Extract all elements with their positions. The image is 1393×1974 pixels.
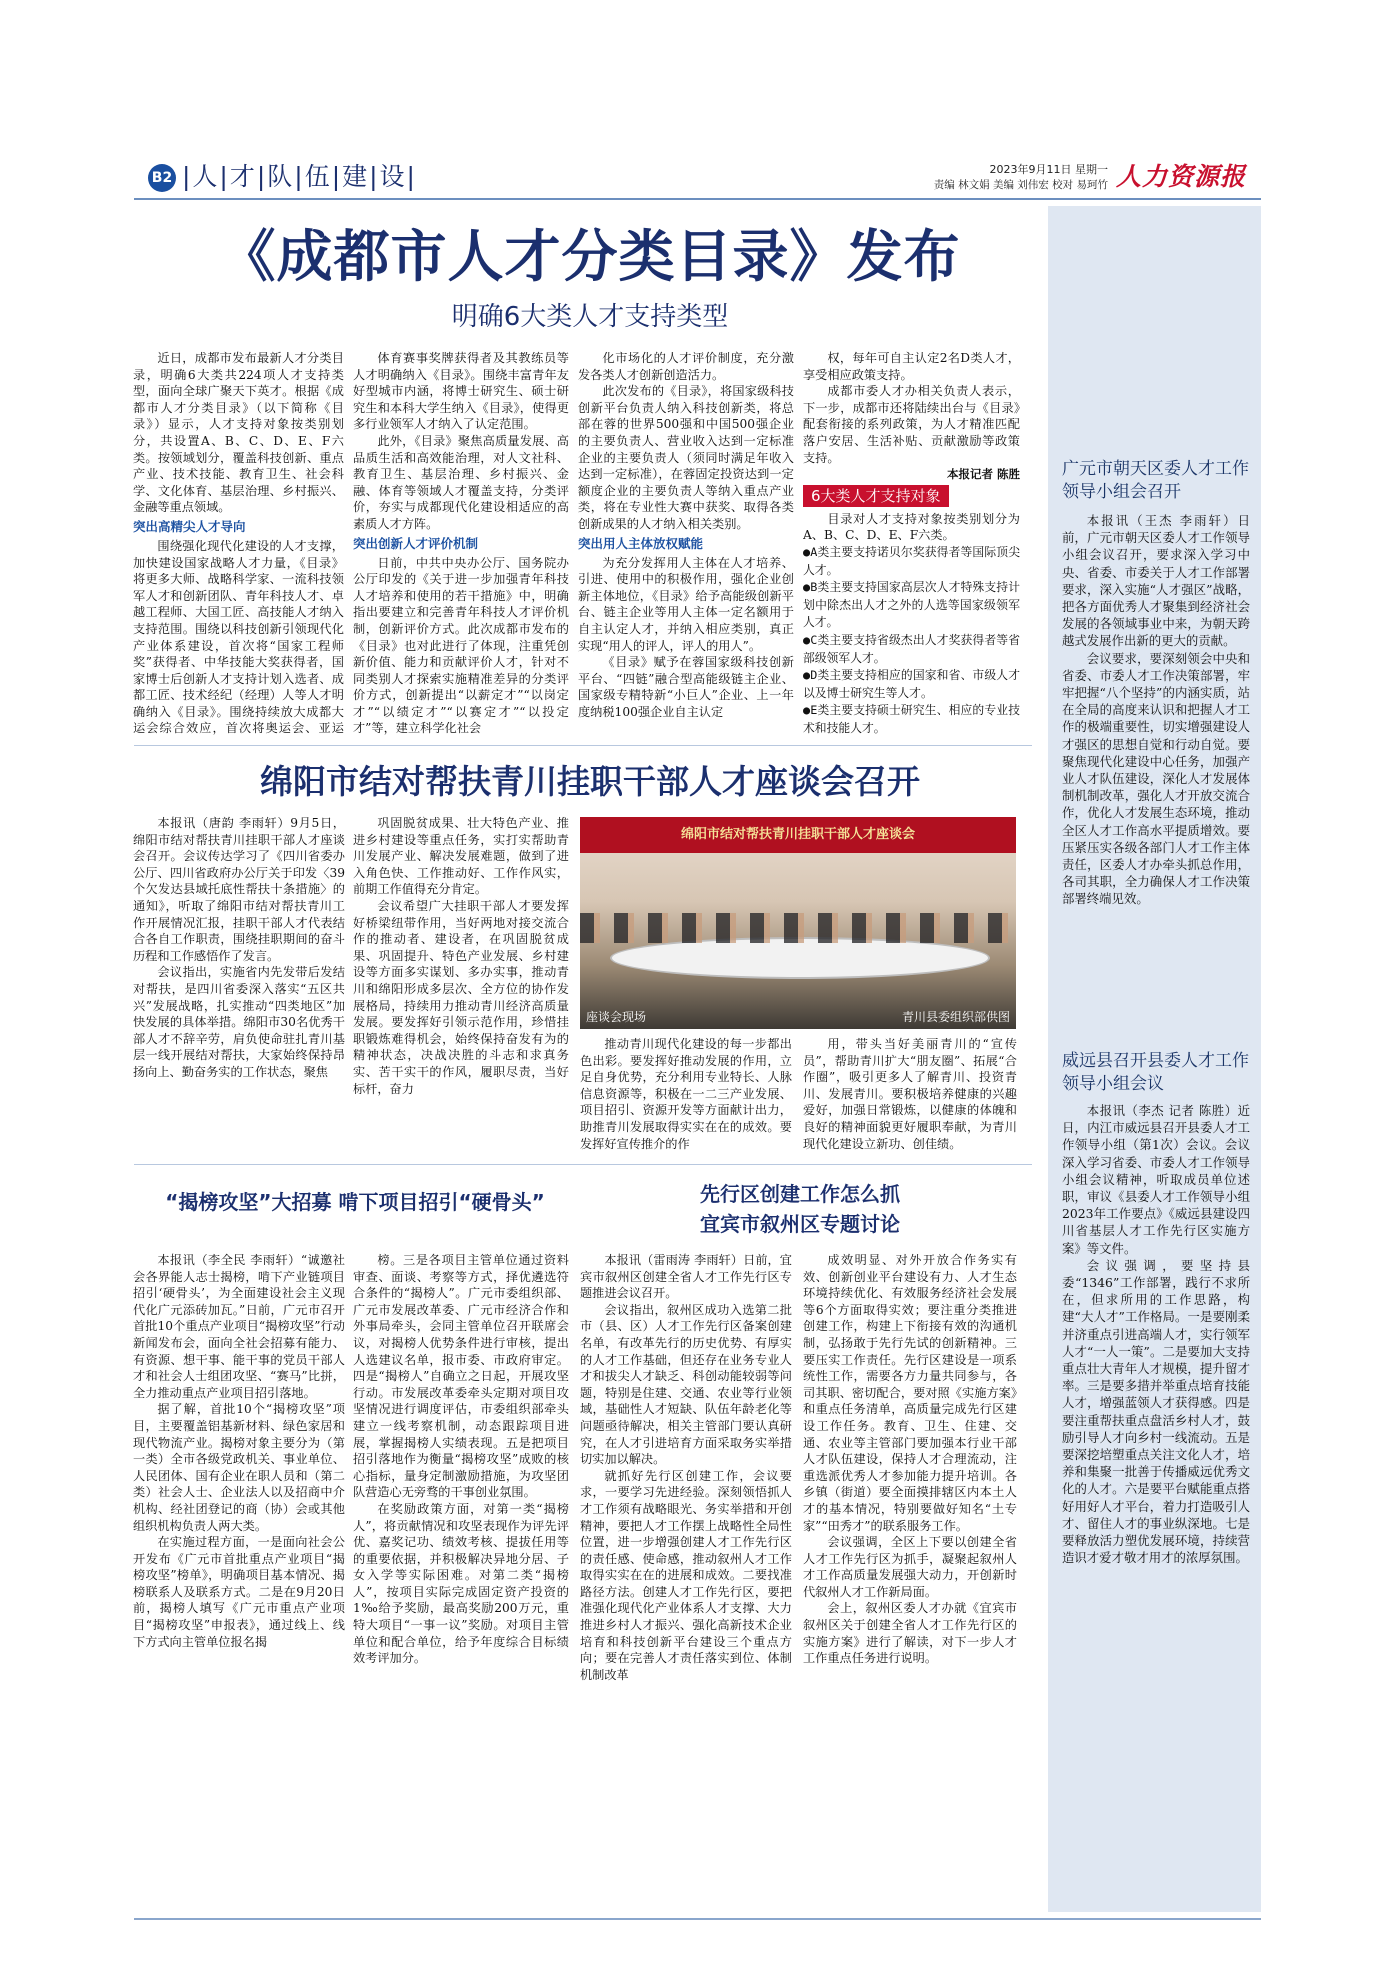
lead-subheadline: 明确6大类人才支持类型 <box>451 302 729 332</box>
support-types-list <box>803 544 1020 738</box>
yibin-column-2: 成效明显、对外开放合作务实有效、创新创业平台建设有力、人才生态环境持续优化、有效服务经济社会发展等6个方面取得实效；要注重分类推进创建工作，构建上下衔接有效的沟通机制，弘扬敢于先行先试的创新精神。三要压实工作责任。先行区建设是一项系统性工作，需要各方力量共同参与，各司其职、密切配合，要对照《实施方案》和重点任务清单，高质量完成先行区建设工作任务。教育、卫生、住建、交通、农业等主管部门要加强本行业干部人才队伍建设，保持人才合理流动，注重选派优秀人才参加能力提升培训。各乡镇（街道）要全面摸排辖区内本土人才的基本情况，特别要做好知名“土专家”“田秀才”的联系服务工作。 会议强调，全区上下要以创建全省人才工作先行区为抓手，凝聚起叙州人才工作高质量发展强大动力，开创新时代叙州人才工作新局面。 会上，叙州区委人才办就《宜宾市叙州区关于创建全省人才工作先行区的实施方案》进行了解读，对下一步人才工作重点任务进行说明。 <box>803 1253 1017 1666</box>
divider <box>134 745 1032 746</box>
mianyang-headline: 绵阳市结对帮扶青川挂职干部人才座谈会召开 <box>260 762 920 801</box>
guangyuan-headline: “揭榜攻坚”大招募 啃下项目招引“硬骨头” <box>165 1190 545 1214</box>
footer-rule <box>134 1918 1261 1920</box>
photo-credit-left: 座谈会现场 <box>586 1010 647 1024</box>
yibin-headline-1: 先行区创建工作怎么抓 <box>700 1182 900 1206</box>
header-rule <box>134 198 1261 200</box>
mianyang-column-1: 本报讯（唐韵 李雨轩）9月5日，绵阳市结对帮扶青川挂职干部人才座谈会召开。会议传达学习了《四川省委办公厅、四川省政府办公厅关于印发〈39个欠发达县域托底性帮扶十条措施〉的通知》，听取了绵阳市结对帮扶青川工作开展情况汇报，挂职干部人才代表结合各自工作职责，围绕挂职期间的奋斗历程和工作感悟作了发言。 会议指出，实施省内先发带后发结对帮扶，是四川省委深入落实“五区共兴”发展战略，扎实推动“四类地区”加快发展的具体举措。绵阳市30名优秀干部人才不辞辛劳，肩负使命驻扎青川基层一线开展结对帮扶，大家始终保持昂扬向上、勤奋务实的工作状态，聚焦 <box>133 816 345 1079</box>
list-item: ●C类主要支持省级杰出人才奖获得者等省部级领军人才。 <box>803 632 1020 665</box>
support-types-box: 6大类人才支持对象 <box>803 485 949 507</box>
mianyang-column-4: 用，带头当好美丽青川的“宣传员”，帮助青川扩大“朋友圈”、拓展“合作圈”，吸引更多人了解青川、投资青川、发展青川。要积极培养健康的兴趣爱好，加强日常锻炼，以健康的体魄和良好的精神面貌更好履职奉献，为青川现代化建设立新功、创佳绩。 <box>803 1037 1017 1151</box>
list-item: ●E类主要支持硕士研究生、相应的专业技术和技能人才。 <box>803 703 1020 735</box>
divider <box>134 1164 1032 1165</box>
list-item: ●B类主要支持国家高层次人才特殊支持计划中除杰出人才之外的人选等国家级领军人才。 <box>803 580 1020 630</box>
sidebar-b-headline: 威远县召开县委人才工作领导小组会议 <box>1062 1051 1249 1094</box>
page-code-badge: B2 <box>148 164 176 192</box>
list-item: ●A类主要支持诺贝尔奖获得者等国际顶尖人才。 <box>803 544 1020 577</box>
list-item <box>803 737 1020 738</box>
sidebar-b-body: 本报讯（李杰 记者 陈胜）近日，内江市威远县召开县委人才工作领导小组（第1次）会议。会议深入学习省委、市委人才工作领导小组会议精神，听取成员单位述职，审议《县委人才工作领导小组2023年工作要点》《威远县建设四川省基层人才工作先行区实施方案》等文件。 会议强调，要坚持县委“1346”工作部署，践行不求所在，但求所用的工作思路，构建“大人才”工作格局。一是要刚柔并济重点引进高端人才，实行领军人才“一人一策”。二是要加大支持重点壮大青年人才规模，提升留才率。三是要多措并举重点培育技能人才，增强蓝领人才获得感。四是要注重帮扶重点盘活乡村人才，鼓励引导人才向乡村一线流动。五是要深挖培塑重点关注文化人才，培养和集聚一批善于传播威远优秀文化的人才。六是要平台赋能重点搭好用好人才平台，着力打造吸引人才、留住人才的事业纵深地。七是要释放活力塑优发展环境，持续营造识才爱才敬才用才的浓厚氛围。 <box>1062 1103 1250 1566</box>
mianyang-column-2: 巩固脱贫成果、壮大特色产业、推进乡村建设等重点任务，实打实帮助青川发展产业、解决发展难题，做到了进入角色快、工作推动好、工作作风实，前期工作值得充分肯定。 会议希望广大挂职干部人才要发挥好桥梁纽带作用，当好两地对接交流合作的推动者、建设者，在巩固脱贫成果、巩固提升、特色产业发展、乡村建设等方面多实谋划、多办实事，推动青川和绵阳形成多层次、全方位的协作发展格局，持续用力推动青川经济高质量发展。要发挥好引领示范作用，珍惜挂职锻炼难得机会，始终保持奋发有为的精神状态，决战决胜的斗志和求真务实、苦干实干的作风，履职尽责，当好标杆，奋力 <box>353 816 569 1096</box>
photo-table <box>610 937 990 979</box>
lead-column-4: 权，每年可自主认定2名D类人才，享受相应政策支持。 成都市委人才办相关负责人表示，下一步，成都市还将陆续出台与《目录》配套衔接的系列政策，为人才精准匹配落户安居、生活补贴、贡献激励等政策支持。 本报记者 陈胜 6大类人才支持对象 目录对人才支持对象按类别划分为A、B、C、D、E、F六类。 ●A类主要支持诺贝尔奖获得者等国际顶尖人才。 ●B类主要支持国家高层次人才特殊支持计划中除杰出人才之外的人选等国家级领军人才。 ●C类主要支持省级杰出人才奖获得者等省部级领军人才。 ●D类主要支持相应的国家和省、市级人才以及博士研究生等人才。 ●E类主要支持硕士研究生、相应的专业技术和技能人才。 <box>803 350 1020 738</box>
photo-people <box>580 913 1016 943</box>
guangyuan-column-2: 榜。三是各项目主管单位通过资料审查、面谈、考察等方式，择优遴选符合条件的“揭榜人”。广元市委组织部、广元市发展改革委、广元市经济合作和外事局牵头，会同主管单位召开联席会议，对揭榜人优势条件进行审核，提出人选建议名单，报市委、市政府审定。四是“揭榜人”自确立之日起，开展攻坚行动。市发展改革委牵头定期对项目攻坚情况进行调度评估，市委组织部牵头建立一线考察机制，动态跟踪项目进展，掌握揭榜人实绩表现。五是把项目招引落地作为衡量“揭榜攻坚”成败的核心指标，量身定制激励措施，为攻坚团队营造心无旁骛的干事创业氛围。 在奖励政策方面，对第一类“揭榜人”，将贡献情况和攻坚表现作为评先评优、嘉奖记功、绩效考核、提拔任用等的重要依据，并积极解决异地分居、子女入学等实际困难。对第二类“揭榜人”，按项目实际完成固定资产投资的1‰给予奖励，最高奖励200万元，重特大项目“一事一议”奖励。对项目主管单位和配合单位，给予年度综合目标绩效考评加分。 <box>353 1253 569 1666</box>
sidebar-a-headline: 广元市朝天区委人才工作领导小组会召开 <box>1062 459 1249 502</box>
lead-column-3: 化市场化的人才评价制度，充分激发各类人才创新创造活力。 此次发布的《目录》，将国家级科技创新平台负责人纳入科技创新类，将总部在蓉的世界500强和中国500强企业的主要负责人、营业收入达到一定标准企业的主要负责人（须同时满足年收入达到一定标准），在蓉固定投资达到一定额度企业的主要负责人等纳入重点产业类，将在专业性大赛中获奖、取得各类创新成果的人才纳入相关类别。 突出用人主体放权赋能 为充分发挥用人主体在人才培养、引进、使用中的积极作用，强化企业创新主体地位，《目录》给予高能级创新平台、链主企业等用人主体一定名额用于自主认定人才，并纳入相应类别，真正实现“用人的评人，评人的用人”。 《目录》赋予在蓉国家级科技创新平台、“四链”融合型高能级链主企业、国家级专精特新“小巨人”企业、上一年度纳税100强企业自主认定 <box>578 351 794 719</box>
photo-banner: 绵阳市结对帮扶青川挂职干部人才座谈会 <box>580 817 1016 853</box>
staff-credits: 责编 林文娟 美编 刘伟宏 校对 易珂竹 <box>933 179 1108 191</box>
lead-subhead-2: 突出创新人才评价机制 <box>353 535 479 551</box>
lead-subhead-1: 突出高精尖人才导向 <box>133 518 246 534</box>
sidebar-a-body: 本报讯（王杰 李雨轩）日前，广元市朝天区委人才工作领导小组会议召开，要求深入学习中央、省委、市委关于人才工作部署要求，深入实施“人才强区”战略，把各方面优秀人才聚集到经济社会发展的各领域事业中来，为朝天跨越式发展作出新的更大的贡献。 会议要求，要深刻领会中央和省委、市委人才工作决策部署，牢牢把握“八个坚持”的内涵实质，站在全局的高度来认识和把握人才工作的极端重要性，切实增强建设人才强区的思想自觉和行动自觉。要聚焦现代化建设中心任务，加强产业人才队伍建设，深化人才发展体制机制改革，强化人才开放交流合作，优化人才发展生态环境，推动全区人才工作高水平提质增效。要压紧压实各级各部门人才工作主体责任，区委人才办牵头抓总作用，各司其职，全力确保人才工作决策部署终端见效。 <box>1062 513 1250 907</box>
paper-logo: 人力资源报 <box>1116 162 1247 191</box>
list-item: ●D类主要支持相应的国家和省、市级人才以及博士研究生等人才。 <box>803 668 1020 700</box>
yibin-column-1: 本报讯（雷雨涛 李雨轩）日前，宜宾市叙州区创建全省人才工作先行区专题推进会议召开。 会议指出，叙州区成功入选第二批市（县、区）人才工作先行区备案创建名单，有改革先行的历史优势、有厚实的人才工作基础，但还存在业务专业人才和拔尖人才缺乏、科创动能较弱等问题，特别是住建、交通、农业等行业领域，基础性人才短缺、队伍年龄老化等问题亟待解决，相关主管部门要认真研究，在人才引进培育方面采取务实举措切实加以解决。 就抓好先行区创建工作，会议要求，一要学习先进经验。深刻领悟抓人才工作须有战略眼光、务实举措和开创精神，要把人才工作摆上战略性全局性位置，进一步增强创建人才工作先行区的责任感、使命感，推动叙州人才工作取得实实在在的进展和成效。二要找准路径方法。创建人才工作先行区，要把准强化现代化产业体系人才支撑、大力推进乡村人才振兴、强化高新技术企业培育和科技创新平台建设三个重点方向；要在完善人才责任落实到位、体制机制改革 <box>580 1253 792 1682</box>
lead-column-1: 近日，成都市发布最新人才分类目录，明确6大类共224项人才支持类型，面向全球广聚天下英才。根据《成都市人才分类目录》（以下简称《目录》）显示，人才支持对象按类别划分，共设置A、B、C、D、E、F六类。按领域划分，覆盖科技创新、重点产业、技术技能、教育卫生、社会科学、文化体育、基层治理、乡村振兴、金融等重点领域。 突出高精尖人才导向 围绕强化现代化建设的人才支撑，加快建设国家战略人才力量，《目录》将更多大师、战略科学家、一流科技领军人才和创新团队、青年科技人才、卓越工程师、大国工匠、高技能人才纳入支持范围。围绕以科技创新引领现代化产业体系建设，首次将“国家工程师奖”获得者、中华技能大奖获得者，国家博士后创新人才支持计划入选者、成都工匠、技术经纪（经理）人等人才明确纳入《目录》。围绕持续放大成都大运会综合效应，首次将奥运会、亚运 <box>133 351 344 736</box>
lead-headline: 《成都市人才分类目录》发布 <box>219 225 961 290</box>
lead-byline: 本报记者 陈胜 <box>946 467 1020 482</box>
meeting-photo <box>580 817 1016 1029</box>
photo-credit-right: 青川县委组织部供图 <box>901 1010 1010 1024</box>
guangyuan-column-1: 本报讯（李全民 李雨轩）“诚邀社会各界能人志士揭榜，啃下产业链项目招引‘硬骨头’，为全面建设社会主义现代化广元添砖加瓦。”日前，广元市召开首批10个重点产业项目“揭榜攻坚”行动新闻发布会，面向全社会招募有能力、有资源、想干事、能干事的党员干部人才和社会人士组团攻坚、“赛马”比拼，全力推动重点产业项目招引落地。 据了解，首批10个“揭榜攻坚”项目，主要覆盖铝基新材料、绿色家居和现代物流产业。揭榜对象主要分为（第一类）全市各级党政机关、事业单位、人民团体、国有企业在职人员和（第二类）社会人士、企业法人以及招商中介机构、经社团登记的商（协）会或其他组织机构负责人两大类。 在实施过程方面，一是面向社会公开发布《广元市首批重点产业项目“揭榜攻坚”榜单》，明确项目基本情况、揭榜联系人及联系方式。二是在9月20日前，揭榜人填写《广元市重点产业项目“揭榜攻坚”申报表》，通过线上、线下方式向主管单位报名揭 <box>133 1253 345 1649</box>
yibin-headline-2: 宜宾市叙州区专题讨论 <box>700 1212 900 1236</box>
lead-subhead-3: 突出用人主体放权赋能 <box>578 535 704 551</box>
mianyang-column-3: 推动青川现代化建设的每一步都出色出彩。要发挥好推动发展的作用，立足自身优势，充分利用专业特长、人脉信息资源等，积极在一二三产业发展、项目招引、资源开发等方面献计出力，助推青川发展取得实实在在的成效。要发挥好宣传推介的作 <box>580 1037 792 1151</box>
issue-date: 2023年9月11日 星期一 <box>989 163 1108 176</box>
section-name: |人|才|队|伍|建|设| <box>182 162 417 191</box>
lead-column-2: 体育赛事奖牌获得者及其教练员等人才明确纳入《目录》。围绕丰富青年友好型城市内涵，将博士研究生、硕士研究生和本科大学生纳入《目录》，使得更多行业领军人才纳入了认定范围。 此外，《目录》聚焦高质量发展、高品质生活和高效能治理，对人文社科、教育卫生、基层治理、乡村振兴、金融、体育等领域人才覆盖支持，分类评价，夯实与成都现代化建设相适应的高素质人才方阵。 突出创新人才评价机制 日前，中共中央办公厅、国务院办公厅印发的《关于进一步加强青年科技人才培养和使用的若干措施》中，明确指出要建立和完善青年科技人才评价机制，创新评价方式。此次成都市发布的《目录》也对此进行了体现，注重凭创新价值、能力和贡献评价人才，针对不同类别人才探索实施精准差异的分类评价方式，创新提出“以薪定才”“以岗定才”“以绩定才”“以赛定才”“以投定才”等，建立科学化社会 <box>353 351 569 736</box>
